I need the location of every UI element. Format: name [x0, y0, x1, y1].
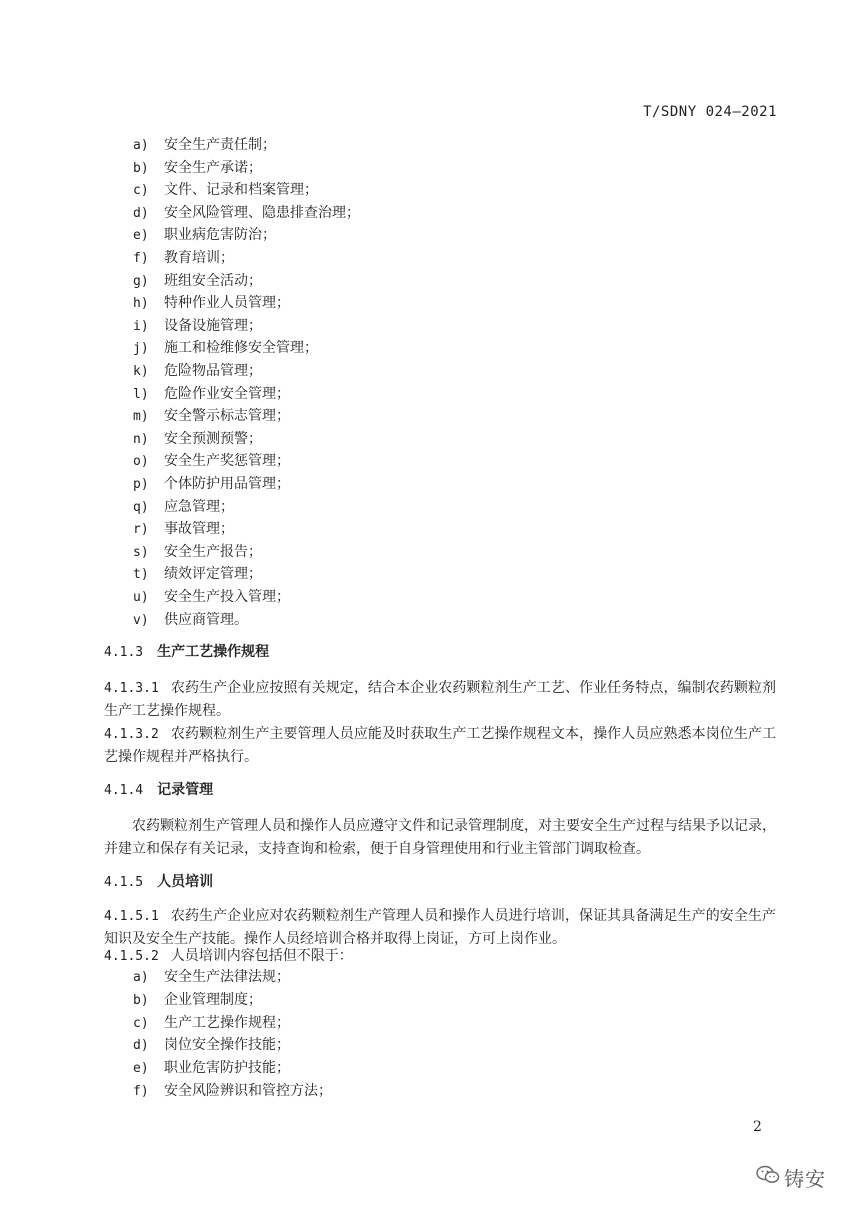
list-item-text: 安全警示标志管理；: [164, 408, 290, 425]
list-item: [133, 337, 318, 359]
list-item: [133, 496, 234, 518]
list-item: [133, 966, 290, 988]
list-item-text: 安全风险辨识和管控方法；: [164, 1083, 332, 1099]
list-item-text: 岗位安全操作技能；: [164, 1037, 290, 1054]
watermark: [756, 1162, 826, 1192]
clause-number: 4.1.3.2: [104, 727, 159, 742]
page-number: 2: [753, 1119, 762, 1135]
list-item-text: 企业管理制度；: [164, 991, 262, 1008]
list-item-marker: r): [133, 522, 149, 538]
list-item-marker: c): [133, 183, 149, 199]
list-item-text: 安全预测预警；: [164, 430, 262, 447]
list-item-text: 绩效评定管理；: [164, 566, 262, 583]
clause-4-1-5-2: [104, 945, 776, 968]
list-item-text: 文件、记录和档案管理；: [164, 182, 318, 199]
list-item-marker: p): [133, 477, 149, 492]
clause-number: 4.1.5.1: [104, 909, 159, 924]
section-number: 4.1.5: [104, 875, 144, 890]
section-heading-4-1-5: [104, 871, 213, 893]
list-item-text: 设备设施管理；: [164, 317, 262, 334]
list-item-text: 个体防护用品管理；: [164, 476, 290, 492]
section-title: 人员培训: [157, 874, 214, 890]
list-item-marker: m): [133, 409, 149, 425]
list-item: [133, 473, 290, 495]
list-item-marker: e): [133, 228, 149, 244]
list-item: [133, 360, 262, 382]
list-item-text: 教育培训；: [164, 250, 234, 266]
list-item-marker: f): [133, 251, 149, 266]
list-item: [133, 541, 262, 563]
section-number: 4.1.3: [104, 645, 144, 660]
clause-text: 农药生产企业应按照有关规定，结合本企业农药颗粒剂生产工艺、作业任务特点，编制农药颗粒剂生产工艺操作规程。: [104, 680, 776, 719]
list-item-text: 安全风险管理、隐患排查治理；: [164, 204, 360, 221]
list-item-marker: n): [133, 431, 149, 447]
clause-text: 农药生产企业应对农药颗粒剂生产管理人员和操作人员进行培训，保证其具备满足生产的安全生产知识及安全生产技能。操作人员经培训合格并取得上岗证，方可上岗作业。: [104, 908, 776, 947]
list-item-marker: o): [133, 454, 149, 470]
list-item-text: 危险作业安全管理；: [164, 385, 290, 402]
list-item-text: 安全生产奖惩管理；: [164, 453, 290, 470]
list-item-marker: j): [133, 341, 149, 357]
list-item-marker: d): [133, 205, 149, 221]
list-item: [133, 383, 290, 405]
section-heading-4-1-4: [104, 779, 213, 801]
list-item: [133, 292, 290, 314]
list-item: [133, 609, 248, 631]
list-item-marker: a): [133, 970, 149, 985]
clause-number: 4.1.3.1: [104, 681, 159, 696]
section-number: 4.1.4: [104, 783, 144, 798]
list-item: [133, 1034, 290, 1056]
list-item-marker: b): [133, 160, 149, 176]
section-title: 记录管理: [157, 782, 214, 798]
list-item: [133, 989, 262, 1011]
list-item: [133, 202, 360, 224]
list-item-text: 班组安全活动；: [164, 272, 262, 289]
clause-4-1-3-1: [104, 677, 776, 723]
list-item-text: 供应商管理。: [164, 611, 248, 628]
list-item-marker: i): [133, 318, 149, 334]
list-item: [133, 1080, 332, 1102]
section-title: 生产工艺操作规程: [157, 644, 270, 660]
list-item: [133, 518, 234, 540]
list-item: [133, 179, 318, 201]
list-item-text: 安全生产责任制；: [164, 137, 276, 153]
clause-text: 农药颗粒剂生产主要管理人员应能及时获取生产工艺操作规程文本，操作人员应熟悉本岗位生产工艺操作规程并严格执行。: [104, 726, 776, 765]
list-item-text: 生产工艺操作规程；: [164, 1014, 290, 1031]
list-item-text: 施工和检维修安全管理；: [164, 340, 318, 357]
list-item-marker: e): [133, 1061, 149, 1077]
list-item-marker: v): [133, 612, 149, 628]
list-item-text: 特种作业人员管理；: [164, 295, 290, 312]
list-item-marker: b): [133, 992, 149, 1008]
list-item-text: 安全生产报告；: [164, 543, 262, 560]
list-item-marker: s): [133, 544, 149, 560]
list-item: [133, 224, 276, 246]
list-item-marker: k): [133, 364, 149, 379]
paragraph-4-1-4: 农药颗粒剂生产管理人员和操作人员应遵守文件和记录管理制度，对主要安全生产过程与结果予以记录，并建立和保存有关记录，支持查询和检索，便于自身管理使用和行业主管部门调取检查。: [104, 818, 776, 857]
list-item: [133, 586, 290, 608]
list-item-marker: q): [133, 499, 149, 515]
list-item: [133, 315, 262, 337]
list-item-text: 安全生产法律法规；: [164, 969, 290, 985]
list-item-marker: l): [133, 386, 149, 402]
list-item-marker: d): [133, 1038, 149, 1054]
list-item: [133, 428, 262, 450]
list-item-marker: t): [133, 567, 149, 583]
wechat-icon: [756, 1165, 780, 1189]
list-item-text: 职业危害防护技能；: [164, 1060, 290, 1077]
list-item-marker: a): [133, 138, 149, 153]
list-item-text: 安全生产投入管理；: [164, 589, 290, 605]
list-item: [133, 1057, 290, 1079]
list-item-marker: c): [133, 1015, 149, 1031]
list-item: [133, 134, 276, 156]
list-item: [133, 157, 262, 179]
list-item: [133, 450, 290, 472]
list-item-marker: h): [133, 296, 149, 312]
list-item: [133, 563, 262, 585]
section-heading-4-1-3: [104, 641, 269, 663]
list-item-text: 事故管理；: [164, 521, 234, 538]
list-item-text: 应急管理；: [164, 498, 234, 515]
list-item-text: 危险物品管理；: [164, 363, 262, 379]
list-item: [133, 405, 290, 427]
list-item-marker: u): [133, 590, 149, 605]
clause-number: 4.1.5.2: [104, 949, 159, 964]
list-item-marker: g): [133, 273, 149, 289]
list-item: [133, 247, 234, 269]
list-item: [133, 270, 262, 292]
standard-code: T/SDNY 024—2021: [643, 104, 777, 120]
list-item-marker: f): [133, 1084, 149, 1099]
list-item: [133, 1012, 290, 1034]
list-item-text: 安全生产承诺；: [164, 159, 262, 176]
clause-4-1-3-2: [104, 723, 776, 769]
watermark-text: 铸安: [784, 1166, 826, 1191]
list-item-text: 职业病危害防治；: [164, 227, 276, 244]
clause-text: 人员培训内容包括但不限于：: [170, 948, 353, 964]
